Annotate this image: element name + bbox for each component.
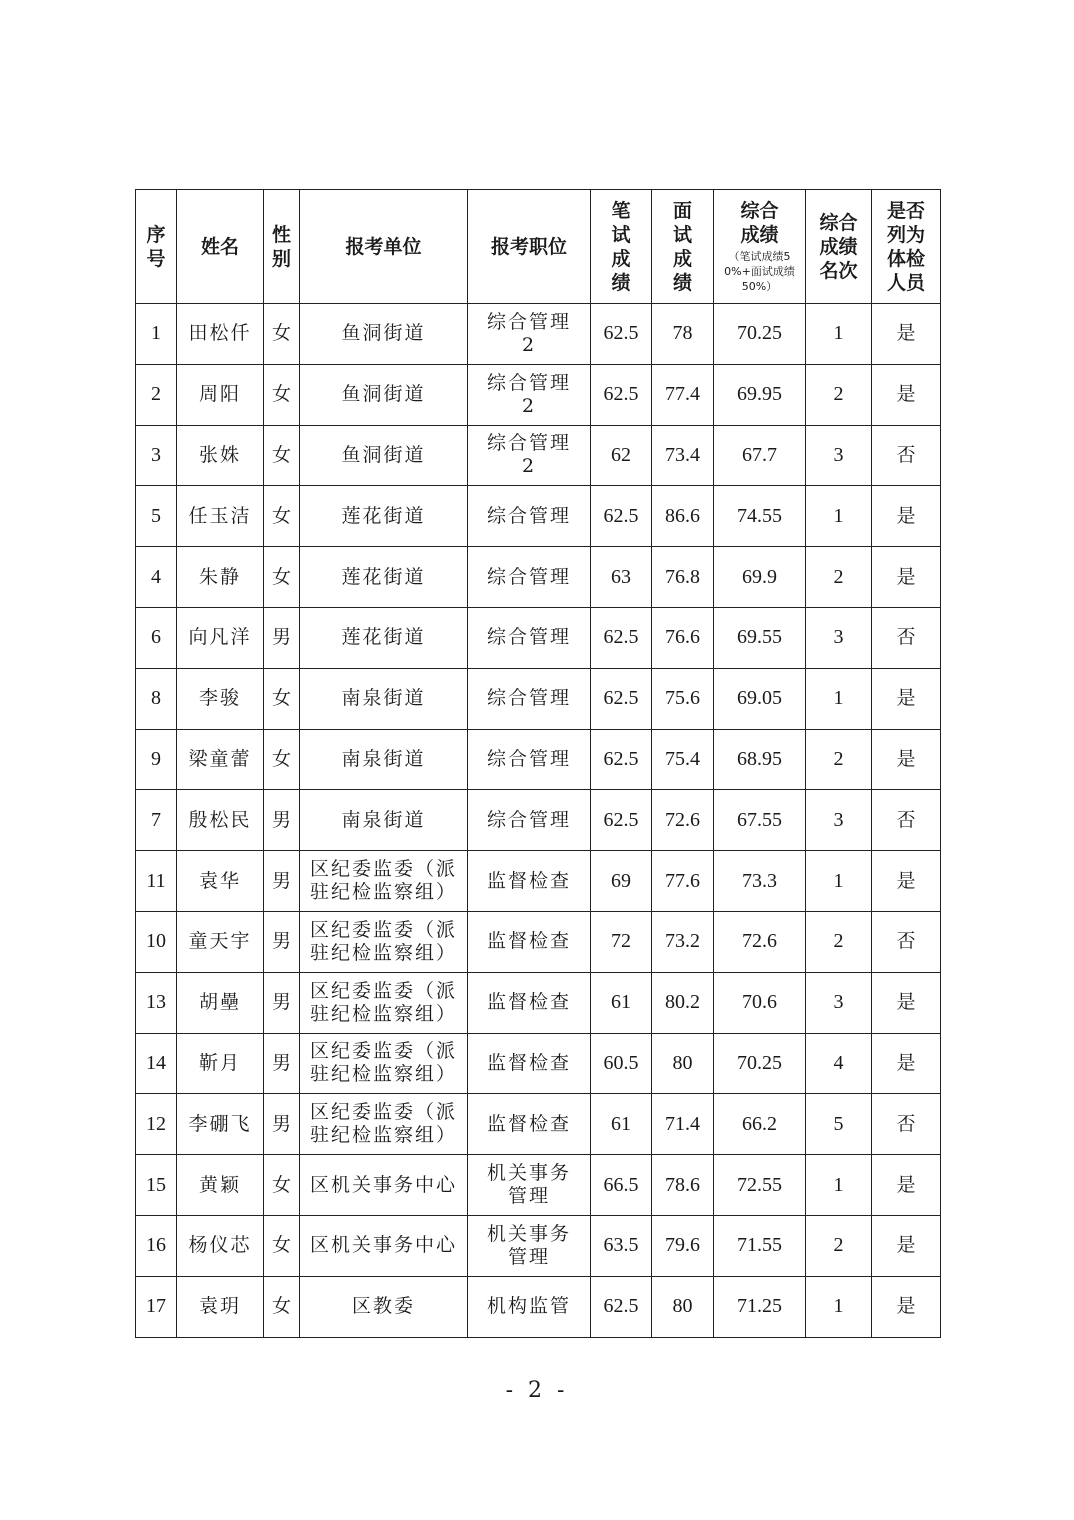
cell-interview-score: 76.8 bbox=[652, 547, 714, 608]
cell-name: 李骏 bbox=[177, 668, 264, 729]
cell-rank: 2 bbox=[806, 911, 872, 972]
cell-name: 杨仪芯 bbox=[177, 1215, 264, 1276]
cell-name: 李硼飞 bbox=[177, 1094, 264, 1155]
cell-written-score: 62.5 bbox=[591, 790, 652, 851]
header-physical-exam: 是否列为体检人员 bbox=[872, 190, 941, 304]
cell-composite-score: 67.55 bbox=[714, 790, 806, 851]
cell-written-score: 62.5 bbox=[591, 1276, 652, 1337]
table-row bbox=[136, 425, 941, 486]
cell-interview-score: 75.4 bbox=[652, 729, 714, 790]
cell-physical-exam: 是 bbox=[872, 729, 941, 790]
table-row bbox=[136, 1094, 941, 1155]
cell-position: 综合管理 bbox=[468, 486, 591, 547]
table-row bbox=[136, 851, 941, 912]
cell-composite-score: 69.9 bbox=[714, 547, 806, 608]
cell-unit: 莲花街道 bbox=[300, 547, 468, 608]
cell-physical-exam: 是 bbox=[872, 1276, 941, 1337]
cell-interview-score: 86.6 bbox=[652, 486, 714, 547]
cell-unit: 区教委 bbox=[300, 1276, 468, 1337]
cell-written-score: 66.5 bbox=[591, 1155, 652, 1216]
cell-gender: 男 bbox=[264, 1094, 300, 1155]
cell-name: 殷松民 bbox=[177, 790, 264, 851]
cell-rank: 2 bbox=[806, 364, 872, 425]
cell-seq: 1 bbox=[136, 304, 177, 365]
cell-composite-score: 67.7 bbox=[714, 425, 806, 486]
cell-written-score: 62.5 bbox=[591, 668, 652, 729]
cell-written-score: 61 bbox=[591, 1094, 652, 1155]
cell-written-score: 60.5 bbox=[591, 1033, 652, 1094]
cell-gender: 女 bbox=[264, 304, 300, 365]
table-row bbox=[136, 668, 941, 729]
cell-physical-exam: 是 bbox=[872, 486, 941, 547]
cell-seq: 3 bbox=[136, 425, 177, 486]
page-number: - 2 - bbox=[505, 1378, 569, 1403]
cell-interview-score: 76.6 bbox=[652, 607, 714, 668]
cell-unit: 区纪委监委（派驻纪检监察组） bbox=[300, 911, 468, 972]
cell-interview-score: 72.6 bbox=[652, 790, 714, 851]
cell-composite-score: 69.55 bbox=[714, 607, 806, 668]
cell-interview-score: 77.4 bbox=[652, 364, 714, 425]
header-composite-score: 综合成绩 （笔试成绩50%+面试成绩 50%） bbox=[714, 190, 806, 304]
cell-gender: 女 bbox=[264, 547, 300, 608]
cell-seq: 11 bbox=[136, 851, 177, 912]
results-table-container bbox=[135, 189, 940, 1338]
cell-unit: 区机关事务中心 bbox=[300, 1215, 468, 1276]
cell-physical-exam: 是 bbox=[872, 364, 941, 425]
cell-unit: 区纪委监委（派驻纪检监察组） bbox=[300, 1033, 468, 1094]
cell-seq: 8 bbox=[136, 668, 177, 729]
cell-unit: 南泉街道 bbox=[300, 790, 468, 851]
cell-position: 监督检查 bbox=[468, 1033, 591, 1094]
cell-rank: 2 bbox=[806, 1215, 872, 1276]
cell-interview-score: 80 bbox=[652, 1276, 714, 1337]
cell-position: 综合管理 bbox=[468, 607, 591, 668]
cell-unit: 区机关事务中心 bbox=[300, 1155, 468, 1216]
cell-name: 袁玥 bbox=[177, 1276, 264, 1337]
header-interview-score: 面试成绩 bbox=[652, 190, 714, 304]
cell-position: 综合管理 bbox=[468, 668, 591, 729]
cell-name: 朱静 bbox=[177, 547, 264, 608]
cell-physical-exam: 否 bbox=[872, 911, 941, 972]
cell-physical-exam: 否 bbox=[872, 790, 941, 851]
cell-written-score: 62.5 bbox=[591, 729, 652, 790]
cell-gender: 男 bbox=[264, 1033, 300, 1094]
cell-composite-score: 73.3 bbox=[714, 851, 806, 912]
cell-gender: 男 bbox=[264, 972, 300, 1033]
cell-unit: 南泉街道 bbox=[300, 668, 468, 729]
table-row bbox=[136, 486, 941, 547]
cell-rank: 1 bbox=[806, 1155, 872, 1216]
table-header-row bbox=[136, 190, 941, 304]
cell-physical-exam: 是 bbox=[872, 1155, 941, 1216]
cell-interview-score: 79.6 bbox=[652, 1215, 714, 1276]
cell-written-score: 61 bbox=[591, 972, 652, 1033]
cell-composite-score: 69.05 bbox=[714, 668, 806, 729]
header-rank: 综合成绩名次 bbox=[806, 190, 872, 304]
cell-name: 向凡洋 bbox=[177, 607, 264, 668]
cell-seq: 2 bbox=[136, 364, 177, 425]
cell-position: 综合管理 2 bbox=[468, 304, 591, 365]
cell-interview-score: 75.6 bbox=[652, 668, 714, 729]
cell-position: 综合管理 bbox=[468, 547, 591, 608]
header-seq: 序号 bbox=[136, 190, 177, 304]
table-row bbox=[136, 972, 941, 1033]
cell-unit: 莲花街道 bbox=[300, 607, 468, 668]
cell-seq: 15 bbox=[136, 1155, 177, 1216]
cell-position: 综合管理 2 bbox=[468, 364, 591, 425]
cell-name: 梁童蕾 bbox=[177, 729, 264, 790]
cell-interview-score: 73.4 bbox=[652, 425, 714, 486]
header-unit: 报考单位 bbox=[300, 190, 468, 304]
cell-gender: 男 bbox=[264, 790, 300, 851]
cell-unit: 南泉街道 bbox=[300, 729, 468, 790]
cell-physical-exam: 是 bbox=[872, 1033, 941, 1094]
cell-gender: 女 bbox=[264, 1215, 300, 1276]
cell-composite-score: 71.55 bbox=[714, 1215, 806, 1276]
cell-written-score: 62.5 bbox=[591, 607, 652, 668]
cell-composite-score: 72.6 bbox=[714, 911, 806, 972]
cell-seq: 12 bbox=[136, 1094, 177, 1155]
cell-name: 黄颖 bbox=[177, 1155, 264, 1216]
cell-interview-score: 78 bbox=[652, 304, 714, 365]
cell-written-score: 72 bbox=[591, 911, 652, 972]
cell-written-score: 62.5 bbox=[591, 486, 652, 547]
cell-rank: 1 bbox=[806, 851, 872, 912]
header-name: 姓名 bbox=[177, 190, 264, 304]
table-row bbox=[136, 729, 941, 790]
cell-seq: 17 bbox=[136, 1276, 177, 1337]
cell-position: 机关事务管理 bbox=[468, 1155, 591, 1216]
cell-name: 任玉洁 bbox=[177, 486, 264, 547]
cell-position: 监督检查 bbox=[468, 1094, 591, 1155]
cell-position: 监督检查 bbox=[468, 851, 591, 912]
cell-gender: 女 bbox=[264, 668, 300, 729]
cell-unit: 莲花街道 bbox=[300, 486, 468, 547]
cell-physical-exam: 是 bbox=[872, 547, 941, 608]
cell-written-score: 62.5 bbox=[591, 364, 652, 425]
cell-position: 监督检查 bbox=[468, 911, 591, 972]
cell-written-score: 63.5 bbox=[591, 1215, 652, 1276]
cell-position: 综合管理 2 bbox=[468, 425, 591, 486]
cell-name: 袁华 bbox=[177, 851, 264, 912]
cell-position: 监督检查 bbox=[468, 972, 591, 1033]
cell-gender: 男 bbox=[264, 851, 300, 912]
cell-composite-score: 70.25 bbox=[714, 304, 806, 365]
cell-gender: 女 bbox=[264, 425, 300, 486]
cell-position: 综合管理 bbox=[468, 729, 591, 790]
table-row bbox=[136, 911, 941, 972]
cell-composite-score: 70.6 bbox=[714, 972, 806, 1033]
results-table bbox=[135, 189, 941, 1338]
cell-physical-exam: 是 bbox=[872, 1215, 941, 1276]
cell-physical-exam: 是 bbox=[872, 972, 941, 1033]
cell-gender: 男 bbox=[264, 607, 300, 668]
cell-composite-score: 70.25 bbox=[714, 1033, 806, 1094]
cell-composite-score: 71.25 bbox=[714, 1276, 806, 1337]
table-row bbox=[136, 1276, 941, 1337]
cell-rank: 3 bbox=[806, 607, 872, 668]
cell-interview-score: 77.6 bbox=[652, 851, 714, 912]
cell-name: 童天宇 bbox=[177, 911, 264, 972]
header-written-score: 笔试成绩 bbox=[591, 190, 652, 304]
cell-composite-score: 74.55 bbox=[714, 486, 806, 547]
cell-rank: 2 bbox=[806, 547, 872, 608]
header-gender: 性别 bbox=[264, 190, 300, 304]
table-row bbox=[136, 607, 941, 668]
cell-rank: 4 bbox=[806, 1033, 872, 1094]
cell-seq: 14 bbox=[136, 1033, 177, 1094]
cell-seq: 10 bbox=[136, 911, 177, 972]
cell-unit: 鱼洞街道 bbox=[300, 425, 468, 486]
cell-rank: 1 bbox=[806, 1276, 872, 1337]
cell-physical-exam: 是 bbox=[872, 304, 941, 365]
cell-composite-score: 66.2 bbox=[714, 1094, 806, 1155]
cell-physical-exam: 是 bbox=[872, 668, 941, 729]
cell-written-score: 62.5 bbox=[591, 304, 652, 365]
cell-interview-score: 78.6 bbox=[652, 1155, 714, 1216]
cell-seq: 7 bbox=[136, 790, 177, 851]
cell-rank: 2 bbox=[806, 729, 872, 790]
cell-unit: 区纪委监委（派驻纪检监察组） bbox=[300, 851, 468, 912]
cell-written-score: 62 bbox=[591, 425, 652, 486]
cell-composite-score: 68.95 bbox=[714, 729, 806, 790]
cell-gender: 女 bbox=[264, 1276, 300, 1337]
cell-rank: 1 bbox=[806, 668, 872, 729]
cell-gender: 女 bbox=[264, 729, 300, 790]
cell-unit: 鱼洞街道 bbox=[300, 304, 468, 365]
table-body bbox=[136, 304, 941, 1338]
header-composite-note: （笔试成绩50%+面试成绩 50%） bbox=[724, 250, 795, 293]
cell-interview-score: 80 bbox=[652, 1033, 714, 1094]
cell-name: 靳月 bbox=[177, 1033, 264, 1094]
cell-rank: 3 bbox=[806, 790, 872, 851]
cell-interview-score: 71.4 bbox=[652, 1094, 714, 1155]
cell-rank: 3 bbox=[806, 425, 872, 486]
cell-gender: 女 bbox=[264, 364, 300, 425]
cell-seq: 16 bbox=[136, 1215, 177, 1276]
cell-seq: 4 bbox=[136, 547, 177, 608]
cell-seq: 9 bbox=[136, 729, 177, 790]
cell-composite-score: 72.55 bbox=[714, 1155, 806, 1216]
table-row bbox=[136, 547, 941, 608]
cell-unit: 区纪委监委（派驻纪检监察组） bbox=[300, 1094, 468, 1155]
table-row bbox=[136, 1215, 941, 1276]
header-position: 报考职位 bbox=[468, 190, 591, 304]
cell-position: 机构监管 bbox=[468, 1276, 591, 1337]
table-row bbox=[136, 790, 941, 851]
cell-unit: 鱼洞街道 bbox=[300, 364, 468, 425]
cell-name: 胡壘 bbox=[177, 972, 264, 1033]
cell-physical-exam: 否 bbox=[872, 1094, 941, 1155]
cell-physical-exam: 否 bbox=[872, 607, 941, 668]
cell-name: 周阳 bbox=[177, 364, 264, 425]
cell-interview-score: 80.2 bbox=[652, 972, 714, 1033]
cell-unit: 区纪委监委（派驻纪检监察组） bbox=[300, 972, 468, 1033]
cell-name: 张姝 bbox=[177, 425, 264, 486]
cell-gender: 女 bbox=[264, 486, 300, 547]
cell-position: 机关事务管理 bbox=[468, 1215, 591, 1276]
table-row bbox=[136, 1033, 941, 1094]
cell-seq: 6 bbox=[136, 607, 177, 668]
cell-gender: 女 bbox=[264, 1155, 300, 1216]
cell-physical-exam: 否 bbox=[872, 425, 941, 486]
table-row bbox=[136, 364, 941, 425]
cell-physical-exam: 是 bbox=[872, 851, 941, 912]
cell-seq: 13 bbox=[136, 972, 177, 1033]
cell-rank: 1 bbox=[806, 304, 872, 365]
cell-gender: 男 bbox=[264, 911, 300, 972]
cell-rank: 1 bbox=[806, 486, 872, 547]
cell-rank: 5 bbox=[806, 1094, 872, 1155]
cell-seq: 5 bbox=[136, 486, 177, 547]
cell-composite-score: 69.95 bbox=[714, 364, 806, 425]
cell-name: 田松仟 bbox=[177, 304, 264, 365]
cell-position: 综合管理 bbox=[468, 790, 591, 851]
table-row bbox=[136, 304, 941, 365]
cell-written-score: 69 bbox=[591, 851, 652, 912]
cell-interview-score: 73.2 bbox=[652, 911, 714, 972]
cell-written-score: 63 bbox=[591, 547, 652, 608]
cell-rank: 3 bbox=[806, 972, 872, 1033]
table-row bbox=[136, 1155, 941, 1216]
